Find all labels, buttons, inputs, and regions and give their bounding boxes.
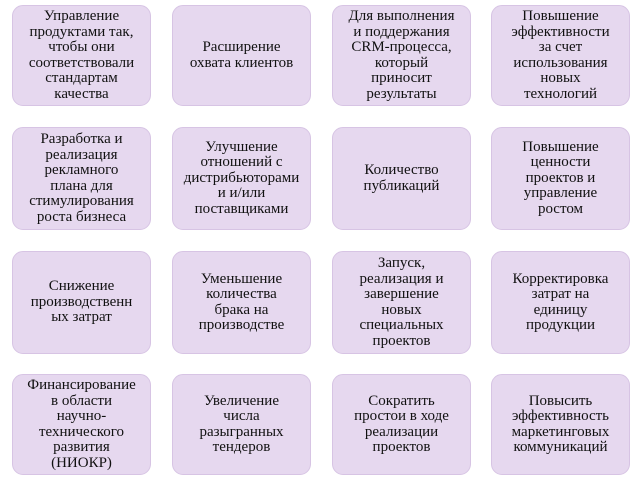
card-crm-process [332, 5, 471, 106]
card-product-quality [12, 5, 151, 106]
card-downtime [332, 374, 471, 475]
card-marketing-communications [491, 374, 630, 475]
card-text: Улучшение отношений с дистрибьюторами и и/или поставщиками [183, 138, 300, 217]
card-production-costs [12, 251, 151, 354]
card-text: Расширение охвата клиентов [189, 39, 294, 71]
card-rnd-funding [12, 374, 151, 475]
card-text: Корректировка затрат на единицу продукции [512, 270, 609, 333]
card-advertising-plan [12, 127, 151, 230]
card-text: Управление продуктами так, чтобы они соответствовали стандартам качества [28, 8, 135, 102]
card-project-value [491, 127, 630, 230]
card-text: Повышение ценности проектов и управление ростом [522, 138, 599, 217]
card-customer-reach [172, 5, 311, 106]
card-unit-cost [491, 251, 630, 354]
card-distributor-relations [172, 127, 311, 230]
card-text: Для выполнения и поддержания CRM-процесса, который приносит результаты [348, 8, 455, 102]
card-text: Финансирование в области научно- технического развития (НИОКР) [27, 377, 136, 471]
card-text: Повысить эффективность маркетинговых коммуникаций [511, 392, 610, 455]
card-text: Снижение производственн ых затрат [30, 278, 133, 326]
card-text: Повышение эффективности за счет использования новых технологий [511, 8, 610, 102]
card-special-projects [332, 251, 471, 354]
card-text: Разработка и реализация рекламного плана для стимулирования роста бизнеса [29, 131, 134, 225]
card-text: Уменьшение количества брака на производстве [198, 270, 285, 333]
card-new-technologies [491, 5, 630, 106]
card-text: Сократить простои в ходе реализации проектов [354, 392, 449, 455]
card-text: Запуск, реализация и завершение новых специальных проектов [359, 255, 444, 349]
card-publications-count [332, 127, 471, 230]
card-tenders [172, 374, 311, 475]
card-text: Увеличение числа разыгранных тендеров [199, 392, 284, 455]
card-text: Количество публикаций [363, 162, 440, 194]
card-defect-reduction [172, 251, 311, 354]
